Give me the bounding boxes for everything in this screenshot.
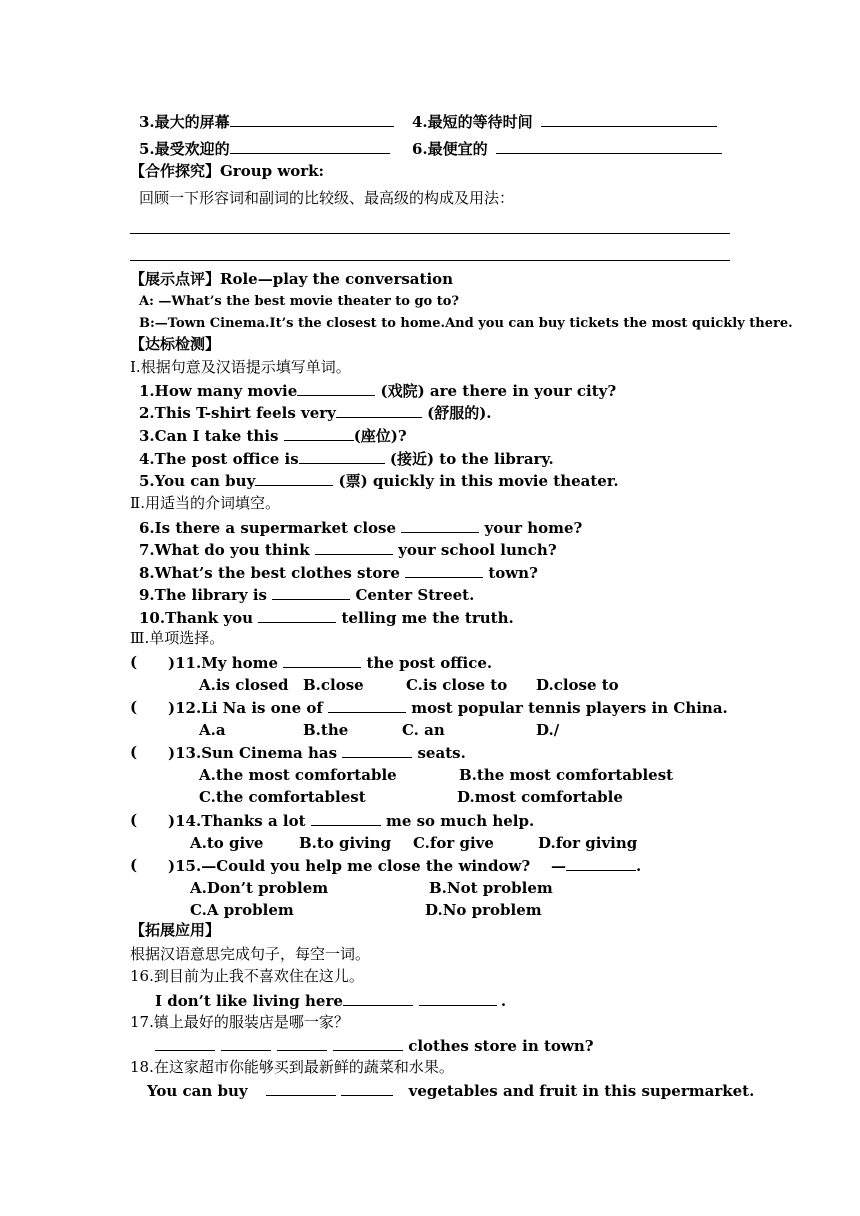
extension-instruction: 根据汉语意思完成句子，每空一词。 <box>130 945 371 963</box>
question-14 <box>168 810 534 831</box>
blank[interactable] <box>277 1035 327 1051</box>
blank[interactable] <box>405 562 483 578</box>
vocab-item-3-label: 3.最大的屏幕 <box>139 113 230 131</box>
blank[interactable] <box>284 425 354 441</box>
blank[interactable] <box>230 111 394 127</box>
question-text: 2.This T-shirt feels very <box>139 404 336 422</box>
option-b[interactable]: B.Not problem <box>429 879 553 897</box>
question-text: )11.My home <box>168 654 284 672</box>
question-text: Center Street. <box>350 586 475 604</box>
question-text: 6.Is there a supermarket close <box>139 519 402 537</box>
option-d[interactable]: D.for giving <box>538 834 638 852</box>
question-17-zh: 17.镇上最好的服装店是哪一家？ <box>130 1013 349 1031</box>
roleplay-line-a: A: —What’s the best movie theater to go to? <box>139 294 460 309</box>
question-text: (座位)? <box>353 427 407 445</box>
question-text: 3.Can I take this <box>139 427 284 445</box>
blank[interactable] <box>336 402 422 418</box>
blank[interactable] <box>566 855 636 871</box>
answer-bracket: ( <box>130 653 138 671</box>
section-2-title: Ⅱ.用适当的介词填空。 <box>130 494 280 512</box>
answer-line[interactable] <box>130 233 730 234</box>
option-d[interactable]: D./ <box>536 721 560 739</box>
vocab-item-4 <box>412 111 717 132</box>
question-text: )13.Sun Cinema has <box>168 744 343 762</box>
blank[interactable] <box>266 1080 336 1096</box>
extension-heading: 【拓展应用】 <box>130 921 221 939</box>
question-text: 9.The library is <box>139 586 273 604</box>
option-a[interactable]: A.to give <box>190 834 264 852</box>
option-c[interactable]: C.for give <box>413 834 494 852</box>
question-text: telling me the truth. <box>336 609 514 627</box>
option-b[interactable]: B.the <box>303 721 349 739</box>
blank[interactable] <box>272 584 350 600</box>
question-text: 10.Thank you <box>139 609 259 627</box>
question-12 <box>168 697 728 718</box>
question-18-en <box>147 1080 754 1101</box>
question-text: most popular tennis players in China. <box>406 699 728 717</box>
blank[interactable] <box>258 607 336 623</box>
answer-line[interactable] <box>130 260 730 261</box>
option-c[interactable]: C.A problem <box>190 901 294 919</box>
blank[interactable] <box>283 652 361 668</box>
group-work-prompt: 回顾一下形容词和副词的比较级、最高级的构成及用法： <box>139 189 515 207</box>
blank[interactable] <box>315 539 393 555</box>
question-text: . <box>636 857 642 875</box>
answer-bracket: ( <box>130 811 138 829</box>
option-b[interactable]: B.close <box>303 676 364 694</box>
question-text: seats. <box>412 744 466 762</box>
test-heading: 【达标检测】 <box>130 335 221 353</box>
roleplay-heading: 【展示点评】Role—play the conversation <box>130 270 454 288</box>
option-a[interactable]: A.is closed <box>199 676 289 694</box>
question-text: )14.Thanks a lot <box>168 812 311 830</box>
question-text: town? <box>483 564 538 582</box>
question-text: 1.How many movie <box>139 382 298 400</box>
question-16-zh: 16.到目前为止我不喜欢住在这儿。 <box>130 967 364 985</box>
option-b[interactable]: B.the most comfortablest <box>459 766 674 784</box>
question-5 <box>139 470 619 491</box>
group-work-heading: 【合作探究】Group work: <box>130 162 325 180</box>
question-text: 4.The post office is <box>139 450 299 468</box>
question-16-en <box>155 990 506 1011</box>
blank[interactable] <box>255 470 333 486</box>
answer-bracket: ( <box>130 698 138 716</box>
blank[interactable] <box>419 990 497 1006</box>
option-d[interactable]: D.close to <box>536 676 619 694</box>
question-3 <box>139 425 407 446</box>
vocab-item-3 <box>139 111 394 132</box>
blank[interactable] <box>299 448 385 464</box>
blank[interactable] <box>333 1035 403 1051</box>
question-text: I don’t like living here <box>155 992 343 1010</box>
question-text: me so much help. <box>380 812 535 830</box>
question-text: your school lunch? <box>392 541 557 559</box>
roleplay-line-b: B:—Town Cinema.It’s the closest to home.And you can buy tickets the most quickly there. <box>139 316 793 331</box>
option-d[interactable]: D.No problem <box>425 901 542 919</box>
answer-bracket: ( <box>130 856 138 874</box>
blank[interactable] <box>221 1035 271 1051</box>
option-d[interactable]: D.most comfortable <box>457 788 623 806</box>
option-b[interactable]: B.to giving <box>299 834 392 852</box>
vocab-item-5-label: 5.最受欢迎的 <box>139 140 230 158</box>
question-text: (舒服的). <box>421 404 492 422</box>
question-text: 7.What do you think <box>139 541 315 559</box>
blank[interactable] <box>341 1080 393 1096</box>
question-text: the post office. <box>361 654 493 672</box>
vocab-item-6-label: 6.最便宜的 <box>412 140 488 158</box>
question-text: vegetables and fruit in this supermarket. <box>408 1082 755 1100</box>
question-text: You can buy <box>147 1082 248 1100</box>
question-text: 5.You can buy <box>139 472 256 490</box>
blank[interactable] <box>343 990 413 1006</box>
option-a[interactable]: A.Don’t problem <box>190 879 329 897</box>
question-text: 8.What’s the best clothes store <box>139 564 406 582</box>
blank[interactable] <box>342 742 412 758</box>
question-4 <box>139 448 554 469</box>
blank[interactable] <box>328 697 406 713</box>
section-3-title: Ⅲ.单项选择。 <box>130 629 225 647</box>
option-c[interactable]: C.the comfortablest <box>199 788 366 806</box>
vocab-item-4-label: 4.最短的等待时间 <box>412 113 533 131</box>
question-text: (戏院) are there in your city? <box>375 382 617 400</box>
question-13 <box>168 742 466 763</box>
question-text: (接近) to the library. <box>384 450 554 468</box>
section-1-title: Ⅰ.根据句意及汉语提示填写单词。 <box>130 358 351 376</box>
question-11 <box>168 652 492 673</box>
option-a[interactable]: A.the most comfortable <box>199 766 397 784</box>
question-8 <box>139 562 538 583</box>
question-text: )15.—Could you help me close the window? — <box>168 857 567 875</box>
question-text: clothes store in town? <box>403 1037 594 1055</box>
option-c[interactable]: C. an <box>402 721 445 739</box>
blank[interactable] <box>311 810 381 826</box>
question-1 <box>139 380 616 401</box>
question-15 <box>168 855 641 876</box>
question-9 <box>139 584 474 605</box>
question-17-en <box>155 1035 594 1056</box>
question-10 <box>139 607 514 628</box>
question-text: your home? <box>479 519 583 537</box>
blank[interactable] <box>297 380 375 396</box>
vocab-item-5 <box>139 138 390 159</box>
question-2 <box>139 402 492 423</box>
question-text: . <box>500 992 507 1010</box>
question-text: )12.Li Na is one of <box>168 699 329 717</box>
question-text: (票) quickly in this movie theater. <box>333 472 619 490</box>
option-c[interactable]: C.is close to <box>406 676 508 694</box>
question-6 <box>139 517 582 538</box>
blank[interactable] <box>401 517 479 533</box>
question-18-zh: 18.在这家超市你能够买到最新鲜的蔬菜和水果。 <box>130 1058 454 1076</box>
option-a[interactable]: A.a <box>199 721 226 739</box>
question-7 <box>139 539 557 560</box>
blank[interactable] <box>230 138 390 154</box>
blank[interactable] <box>155 1035 215 1051</box>
blank[interactable] <box>541 111 717 127</box>
vocab-item-6 <box>412 138 722 159</box>
blank[interactable] <box>496 138 722 154</box>
answer-bracket: ( <box>130 743 138 761</box>
